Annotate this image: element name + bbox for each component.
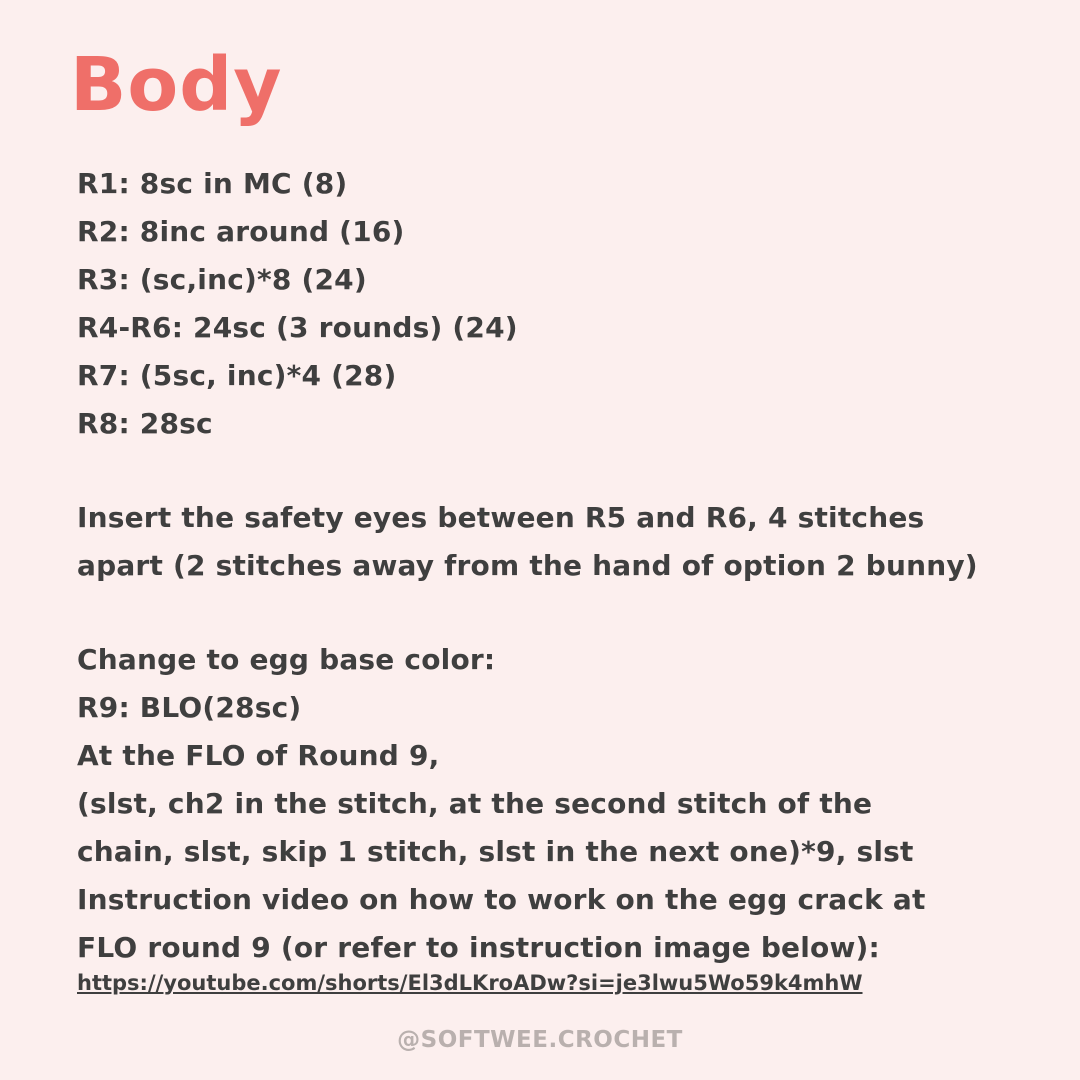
pattern-instructions: [77, 160, 1007, 972]
egg-instruction-line: chain, slst, skip 1 stitch, slst in the next one)*9, slst: [77, 835, 914, 868]
page-title: Body: [70, 42, 283, 128]
round-line: R3: (sc,inc)*8 (24): [77, 263, 367, 296]
round-line: R7: (5sc, inc)*4 (28): [77, 359, 397, 392]
egg-instruction-line: Change to egg base color:: [77, 643, 496, 676]
egg-instruction-line: FLO round 9 (or refer to instruction image below):: [77, 931, 880, 964]
eyes-note-line: apart (2 stitches away from the hand of option 2 bunny): [77, 549, 978, 582]
section-spacer: [77, 590, 1007, 636]
round-line: R8: 28sc: [77, 407, 213, 440]
footer-credit: @SOFTWEE.CROCHET: [397, 1027, 683, 1053]
instruction-video-link[interactable]: https://youtube.com/shorts/El3dLKroADw?si=je3lwu5Wo59k4mhW: [77, 971, 863, 995]
egg-instruction-line: At the FLO of Round 9,: [77, 739, 440, 772]
round-line: R1: 8sc in MC (8): [77, 167, 348, 200]
egg-instruction-line: R9: BLO(28sc): [77, 691, 302, 724]
section-spacer: [77, 448, 1007, 494]
eyes-note-line: Insert the safety eyes between R5 and R6, 4 stitches: [77, 501, 925, 534]
round-line: R4-R6: 24sc (3 rounds) (24): [77, 311, 518, 344]
round-line: R2: 8inc around (16): [77, 215, 405, 248]
egg-instruction-line: Instruction video on how to work on the egg crack at: [77, 883, 926, 916]
egg-instruction-line: (slst, ch2 in the stitch, at the second stitch of the: [77, 787, 873, 820]
